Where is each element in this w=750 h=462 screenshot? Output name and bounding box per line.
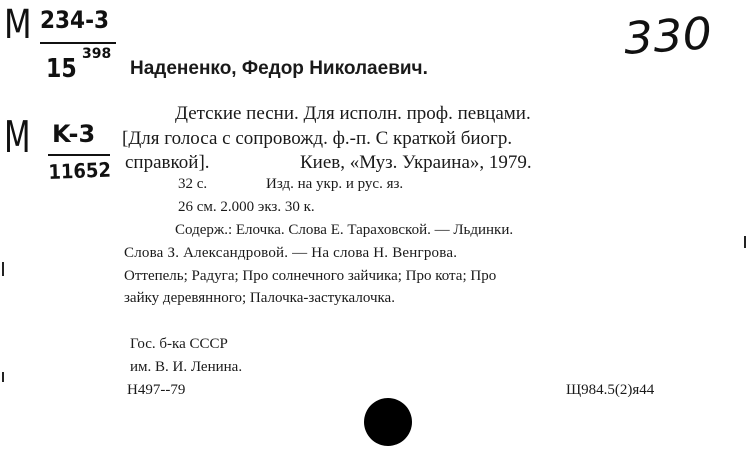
contents-line-1: Содерж.: Елочка. Слова Е. Тараховской. — Льдинки. — [175, 222, 514, 238]
contents-line-4: зайку деревянного; Палочка-застукалочка. — [124, 290, 395, 306]
edge-mark — [2, 262, 4, 276]
card-number: 330 — [622, 8, 714, 65]
shelfmark-divider — [40, 42, 116, 44]
punch-hole — [364, 398, 412, 446]
edge-mark — [744, 236, 746, 248]
shelfmark-class: 234-3 — [40, 6, 110, 34]
library-name: Гос. б-ка СССР — [130, 336, 228, 352]
shelfmark-divider-2 — [48, 154, 110, 156]
shelfmark-inventory-2: 11652 — [48, 157, 112, 184]
shelfmark-letter: M — [4, 2, 32, 48]
contents-line-2: Слова З. Александровой. — На слова Н. Венгрова. — [124, 245, 458, 261]
language-note: Изд. на укр. и рус. яз. — [266, 176, 404, 192]
shelfmark-inventory: 15 — [46, 54, 77, 84]
imprint: Киев, «Муз. Украина», 1979. — [300, 152, 532, 173]
edge-mark — [2, 372, 4, 382]
contents-line-3: Оттепель; Радуга; Про солнечного зайчика; Про кота; Про — [124, 268, 497, 284]
pagination: 32 с. — [178, 176, 208, 192]
title-line-1: Детские песни. Для исполн. проф. певцами. — [175, 103, 531, 124]
bbk-index: Щ984.5(2)я44 — [566, 382, 655, 398]
shelfmark-class-2: K-3 — [52, 120, 96, 148]
card-code: Н497--79 — [127, 382, 186, 398]
shelfmark-letter-2: M — [4, 112, 31, 163]
author-heading: Надененко, Федор Николаевич. — [130, 58, 428, 79]
library-name-2: им. В. И. Ленина. — [130, 359, 243, 375]
shelfmark-superscript: 398 — [82, 46, 112, 62]
physical-description: 26 см. 2.000 экз. 30 к. — [178, 199, 315, 215]
title-line-3: справкой]. — [125, 152, 210, 173]
title-line-2: [Для голоса с сопровожд. ф.-п. С краткой биогр. — [122, 128, 513, 149]
